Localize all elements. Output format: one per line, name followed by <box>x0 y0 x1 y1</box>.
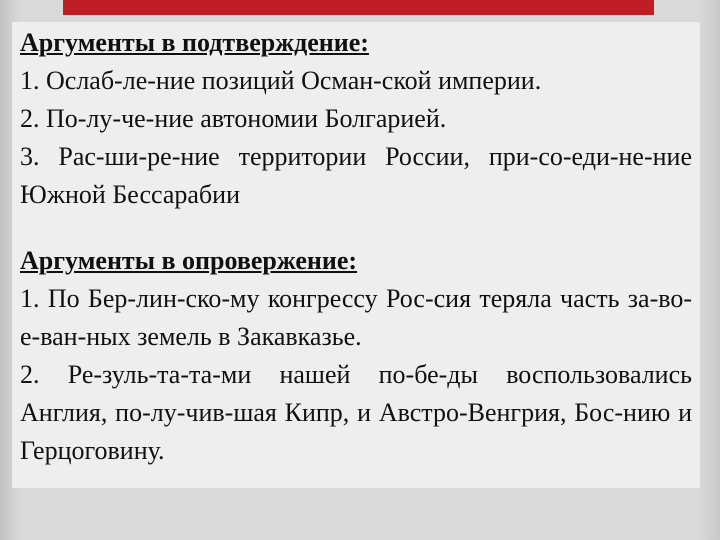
section-gap <box>20 214 692 242</box>
content-panel <box>12 22 700 488</box>
confirm-heading: Аргументы в подтверждение: <box>20 28 369 57</box>
refute-item-1: 1. По Бер-лин-ско-му конгрессу Рос-сия теряла часть за-во-е-ван-ных земель в Закавказье. <box>20 284 692 351</box>
confirm-item-1: 1. Ослаб-ле-ние позиций Осман-ской империи. <box>20 66 542 95</box>
confirm-item-2: 2. По-лу-че-ние автономии Болгарией. <box>20 104 447 133</box>
confirm-item-3: 3. Рас-ши-ре-ние территории России, при-со-еди-не-ние Южной Бессарабии <box>20 142 692 209</box>
accent-bar <box>63 0 654 15</box>
refute-heading: Аргументы в опровержение: <box>20 246 358 275</box>
refute-item-2: 2. Ре-зуль-та-та-ми нашей по-бе-ды воспользовались Англия, по-лу-чив-шая Кипр, и Австро-Венгрия, Бос-нию и Герцоговину. <box>20 360 692 465</box>
